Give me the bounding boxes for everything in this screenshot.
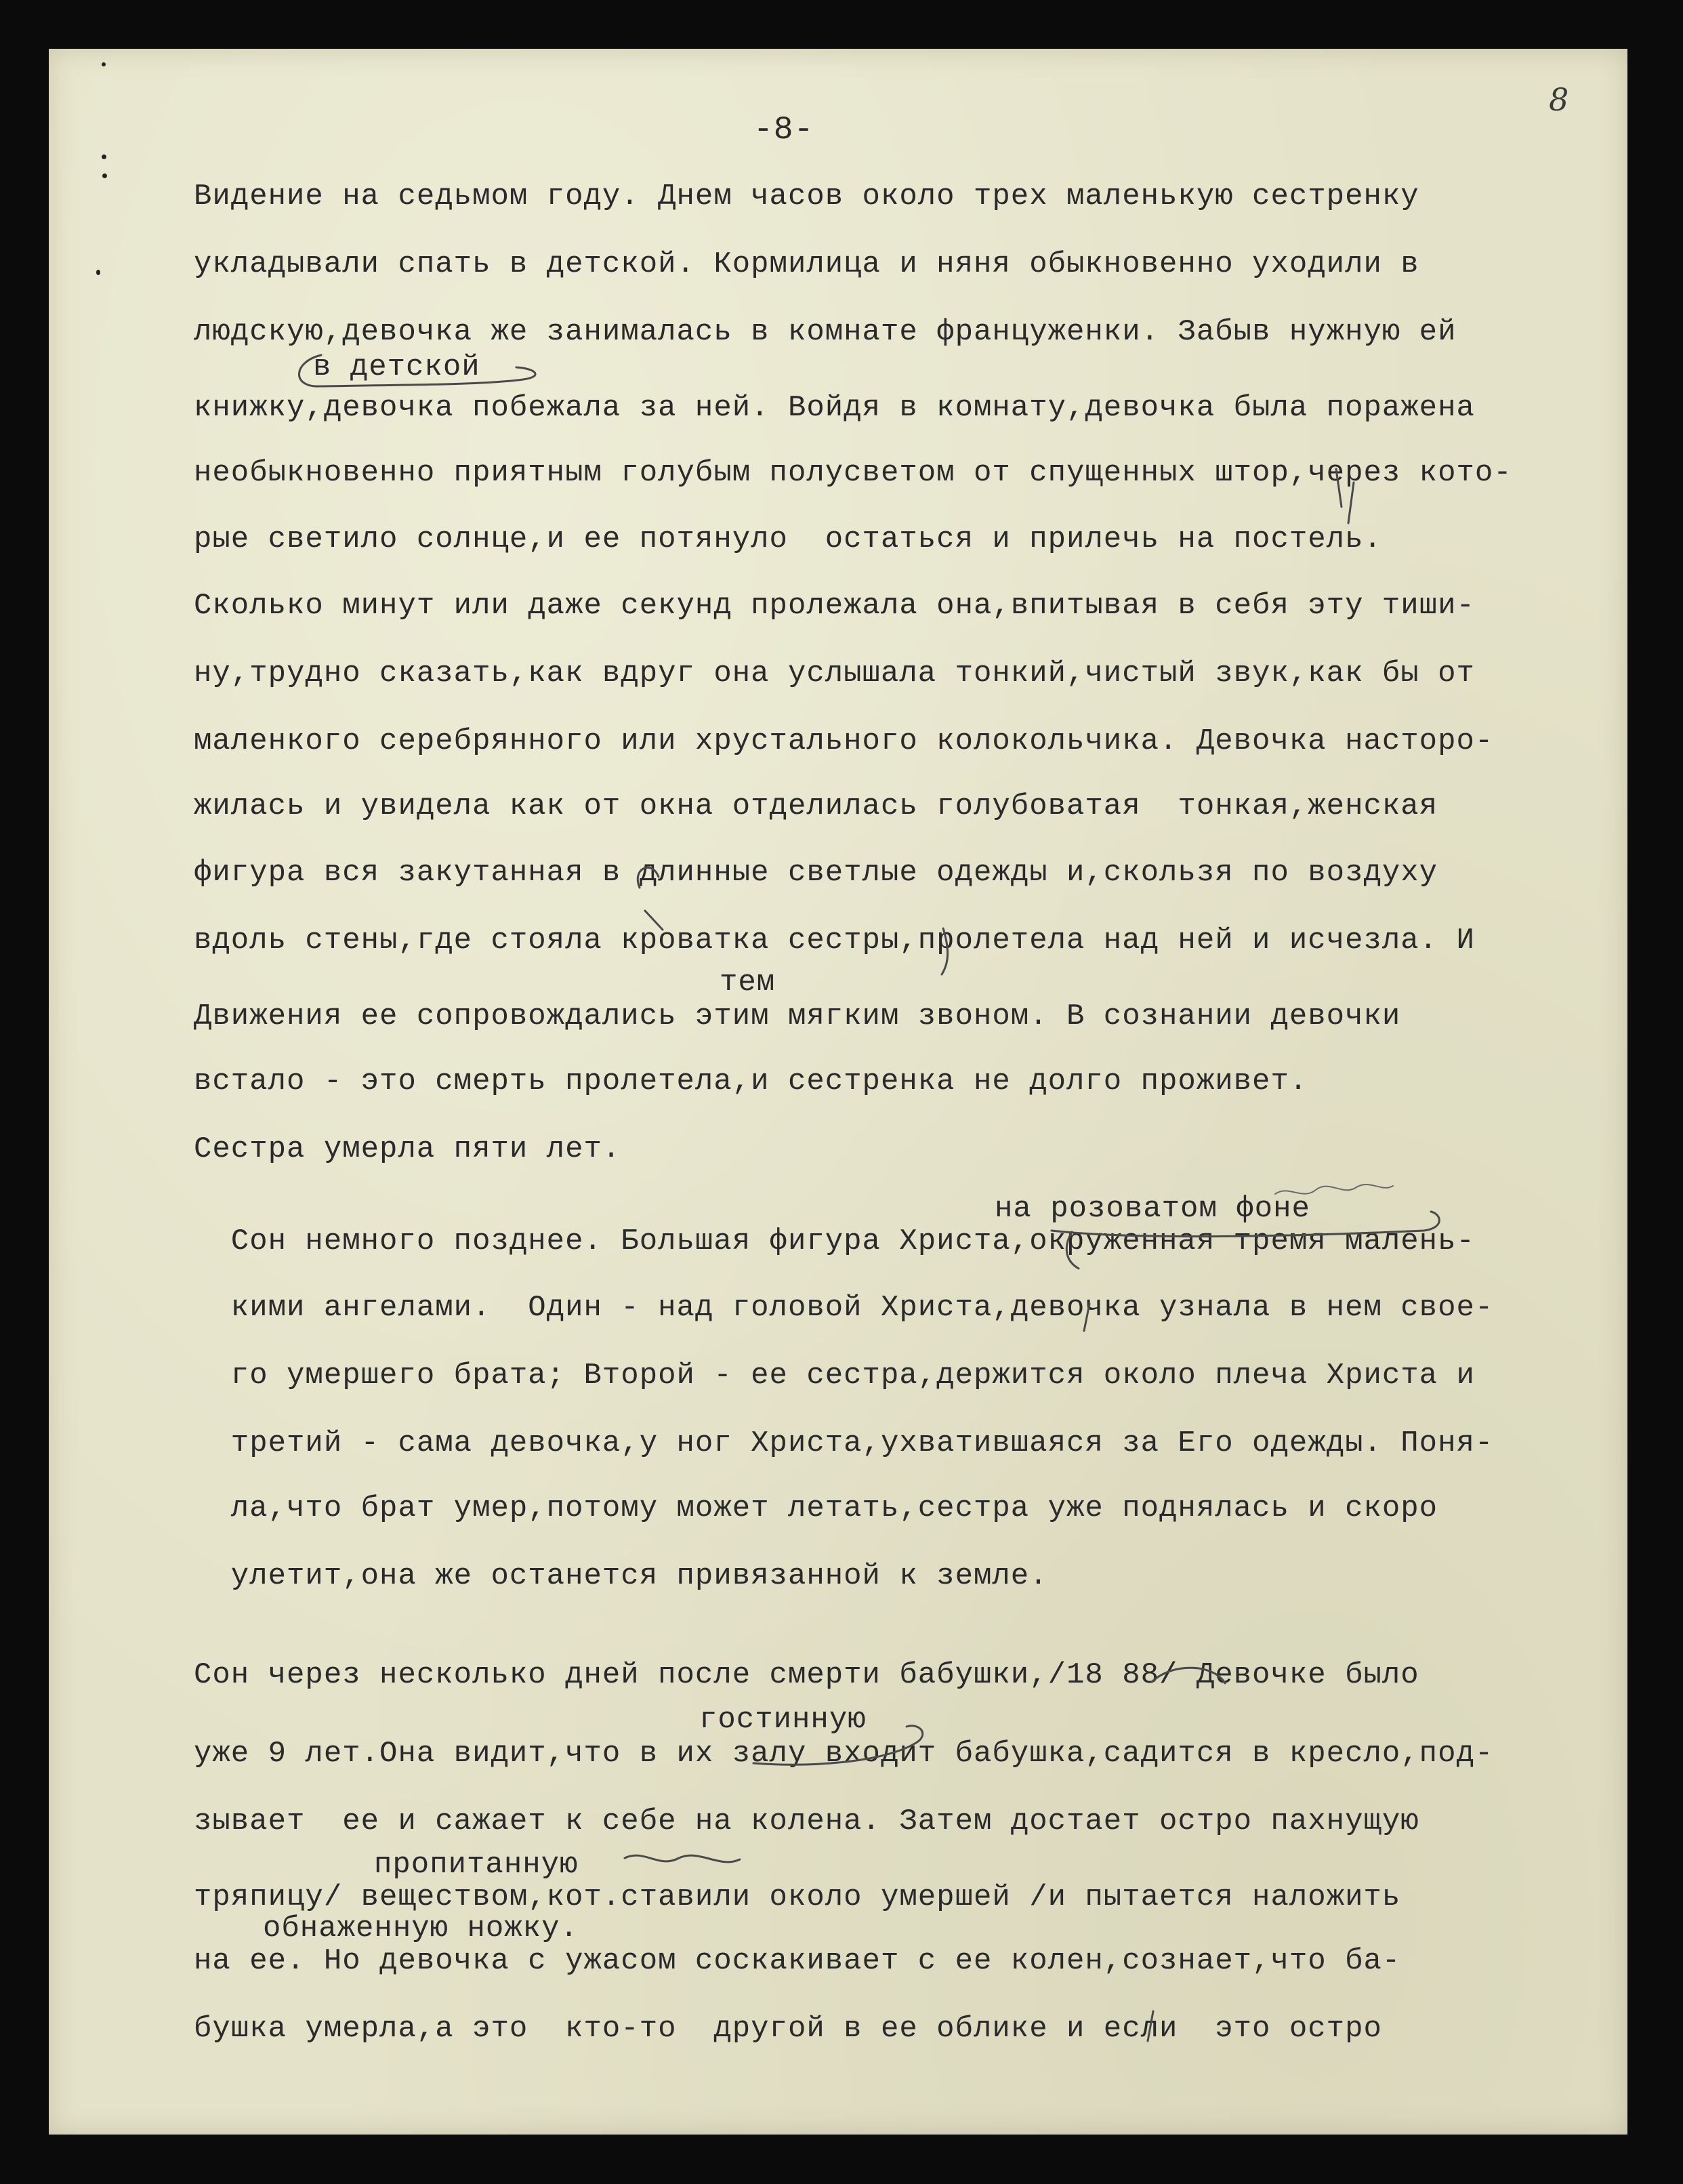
text-line: улетит,она же останется привязанной к земле. (194, 1559, 1048, 1593)
text-line: встало - это смерть пролетела,и сестренка не долго проживет. (194, 1065, 1308, 1098)
text-line: го умершего брата; Второй - ее сестра,держится около плеча Христа и (194, 1359, 1475, 1393)
text-line: людскую,девочка же занималась в комнате француженки. Забыв нужную ей (194, 315, 1457, 349)
folio-number: 8 (1549, 81, 1569, 118)
text-line: Сестра умерла пяти лет. (194, 1132, 621, 1166)
insertion-na-rozovatom-fone: на розоватом фоне (995, 1192, 1310, 1226)
text-line: уже 9 лет.Она видит,что в их залу входит бабушка,садится в кресло,под- (194, 1737, 1494, 1771)
text-line: укладывали спать в детской. Кормилица и няня обыкновенно уходили в (194, 247, 1419, 281)
insertion-v-detskoy: в детской (313, 350, 480, 384)
pen-squiggle (625, 1855, 740, 1862)
text-line: ну,трудно сказать,как вдруг она услышала тонкий,чистый звук,как бы от (194, 657, 1475, 691)
text-line: Сон через несколько дней после смерти бабушки,/18 88/ Девочке было (194, 1658, 1419, 1692)
document-page (49, 49, 1627, 2135)
insertion-propitannuyu: пропитанную (374, 1848, 579, 1882)
margin-mark (96, 270, 100, 275)
text-line: бушка умерла,а это кто-то другой в ее облике и если это остро (194, 2012, 1382, 2046)
text-line: третий - сама девочка,у ног Христа,ухватившаяся за Его одежды. Поня- (194, 1426, 1494, 1460)
text-line: ла,что брат умер,потому может летать,сестра уже поднялась и скоро (194, 1491, 1438, 1525)
text-line: фигура вся закутанная в длинные светлые одежды и,скользя по воздуху (194, 856, 1438, 890)
margin-mark (102, 62, 106, 66)
text-line: зывает ее и сажает к себе на колена. Затем достает остро пахнущую (194, 1805, 1419, 1838)
text-line: маленкого серебрянного или хрустального колокольчика. Девочка насторо- (194, 724, 1494, 758)
page-number: -8- (753, 112, 814, 148)
text-line: Сон немного позднее. Большая фигура Христа,окруженная тремя малень- (194, 1224, 1475, 1258)
text-line: необыкновенно приятным голубым полусветом от спущенных штор,через кото- (194, 456, 1512, 490)
margin-mark (102, 154, 106, 159)
text-line: Сколько минут или даже секунд пролежала она,впитывая в себя эту тиши- (194, 589, 1475, 623)
text-line: книжку,девочка побежала за ней. Войдя в комнату,девочка была поражена (194, 391, 1475, 425)
text-line: Видение на седьмом году. Днем часов около трех маленькую сестренку (194, 180, 1419, 213)
insertion-obnazhennuyu-nozhku: обнаженную ножку. (263, 1912, 579, 1945)
insertion-gostinnuyu: гостинную (699, 1703, 867, 1737)
text-line: кими ангелами. Один - над головой Христа,девочка узнала в нем свое- (194, 1291, 1494, 1325)
margin-mark (102, 173, 107, 178)
text-line: Движения ее сопровождались этим мягким звоном. В сознании девочки (194, 1000, 1401, 1033)
text-line: рые светило солнце,и ее потянуло остаться и прилечь на постель. (194, 522, 1382, 556)
insertion-tem: тем (720, 966, 776, 1000)
text-line: жилась и увидела как от окна отделилась голубоватая тонкая,женская (194, 789, 1438, 823)
text-line: тряпицу/ веществом,кот.ставили около умершей /и пытается наложить (194, 1880, 1401, 1914)
text-line: на ее. Но девочка с ужасом соскакивает с ее колен,сознает,что ба- (194, 1944, 1401, 1978)
text-line: вдоль стены,где стояла кроватка сестры,пролетела над ней и исчезла. И (194, 924, 1475, 957)
